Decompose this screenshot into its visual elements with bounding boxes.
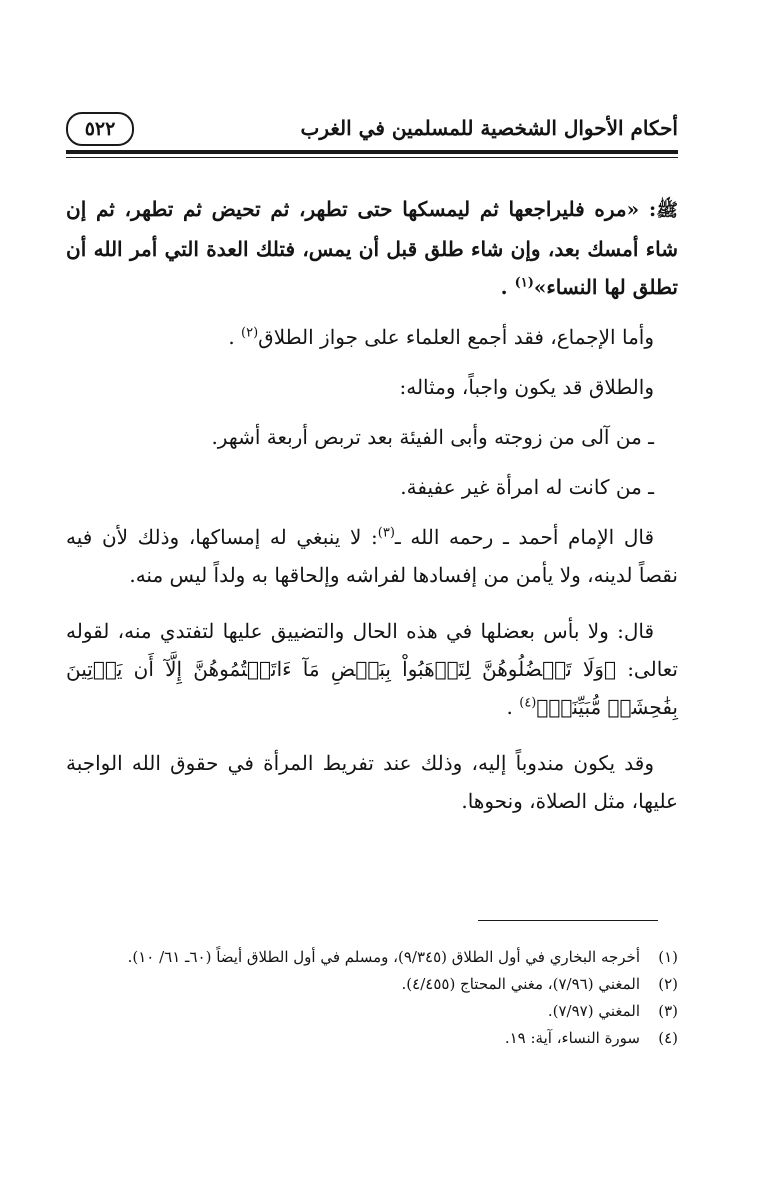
ijma-end: .: [228, 325, 242, 349]
footnote-ref-1: (١): [514, 275, 534, 291]
footnote-number: (٢): [658, 975, 678, 993]
footnote-2: [66, 973, 678, 996]
hadith-end: .: [500, 275, 515, 299]
running-header: [66, 106, 678, 148]
list-item-ila: ـ من آلى من زوجته وأبى الفيئة بعد تربص أربعة أشهر.: [211, 425, 654, 449]
hadith-paragraph: [66, 190, 678, 306]
ahmad-paragraph: [66, 518, 678, 594]
footnote-4: [66, 1027, 678, 1050]
mandub-paragraph: وقد يكون مندوباً إليه، وذلك عند تفريط المرأة في حقوق الله الواجبة عليها، مثل الصلاة، ونحوها.: [66, 751, 678, 813]
footnote-ref-3: (٣): [377, 525, 395, 541]
page-number: ٥٢٢: [66, 112, 134, 146]
qala-end: .: [506, 695, 520, 719]
list-item-afifa: ـ من كانت له امرأة غير عفيفة.: [400, 475, 654, 499]
qala-text: قال: ولا بأس بعضلها في هذه الحال والتضييق عليها لتفتدي منه، لقوله تعالى:: [66, 619, 678, 681]
salutation-glyph: ﷺ: [656, 200, 678, 221]
hadith-text: : «مره فليراجعها ثم ليمسكها حتى تطهر، ثم تحيض ثم تطهر، ثم إن شاء أمسك بعد، وإن شاء طلق قبل أن يمس، فتلك العدة التي أمر الله أن تطلق لها النساء»: [66, 197, 678, 299]
qala-paragraph: [66, 612, 678, 726]
footnote-number: (٣): [658, 1002, 678, 1020]
footnote-text: المغني (٧/٩٧).: [547, 1002, 640, 1020]
footnote-number: (١): [658, 948, 678, 966]
ahmad-after: : لا ينبغي له إمساكها، وذلك لأن فيه نقصاً لدينه، ولا يأمن من إفسادها لفراشه وإلحاقها به ولداً ليس منه.: [66, 525, 678, 587]
ahmad-before: قال الإمام أحمد ـ رحمه الله ـ: [394, 525, 655, 549]
footnote-ref-2: (٢): [241, 325, 259, 341]
footnote-ref-4: (٤): [519, 695, 537, 711]
footnote-number: (٤): [658, 1029, 678, 1047]
footnote-3: [66, 1000, 678, 1023]
footnotes: [66, 946, 678, 1054]
header-rule-thick: [66, 150, 678, 154]
footnote-1: [66, 946, 678, 969]
footnote-separator: [478, 920, 658, 921]
quran-verse: ﴿وَلَا تَعۡضُلُوهُنَّ لِتَذۡهَبُواْ بِبَعۡضِ مَآ ءَاتَيۡتُمُوهُنَّ إِلَّآ أَن يَأۡتِينَ بِفَٰحِشَةٖ مُّبَيِّنَةٖ﴾: [66, 657, 678, 719]
footnote-text: سورة النساء، آية: ١٩.: [504, 1029, 640, 1047]
book-title: أحكام الأحوال الشخصية للمسلمين في الغرب: [300, 116, 678, 140]
ijma-text: وأما الإجماع، فقد أجمع العلماء على جواز الطلاق: [258, 325, 654, 349]
body-text: [66, 190, 678, 820]
footnote-text: أخرجه البخاري في أول الطلاق (٩/٣٤٥)، ومسلم في أول الطلاق أيضاً (٦٠ـ ٦١/ ١٠).: [127, 948, 640, 966]
footnote-text: المغني (٧/٩٦)، مغني المحتاج (٤/٤٥٥).: [401, 975, 640, 993]
wajib-paragraph: والطلاق قد يكون واجباً، ومثاله:: [399, 375, 654, 399]
ijma-paragraph: [66, 318, 678, 356]
header-rule-thin: [66, 157, 678, 158]
